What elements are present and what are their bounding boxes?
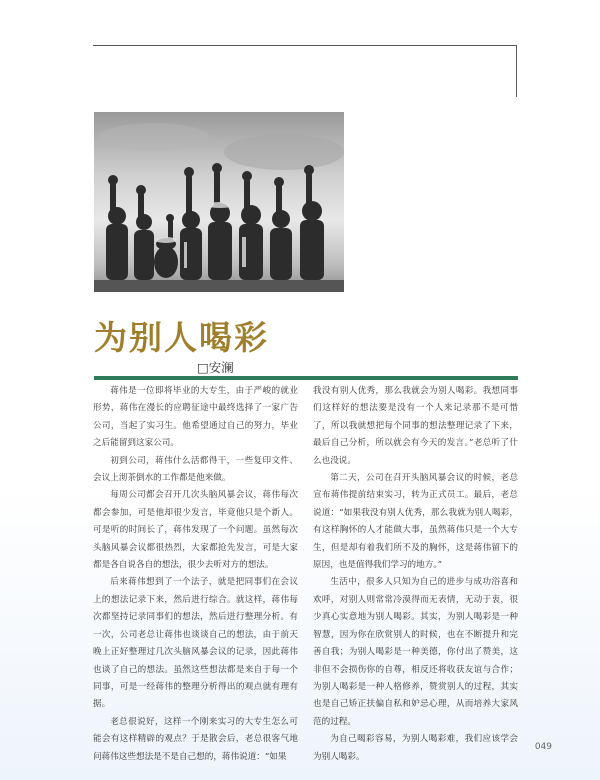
corner-rule — [516, 45, 517, 97]
paragraph: 后来蒋伟想到了一个法子，就是把同事们在会议上的想法记录下来，然后进行综合。就这样，蒋伟每次都坚持记录同事们的想法，然后进行整理分析。有一次，公司老总让蒋伟也谈谈自己的想法，由于前天晚上正好整理过几次头脑风暴会议的记录，因此蒋伟也谈了自己的想法。虽然这些想法都是来自于每一个同事，可是一经蒋伟的整理分析得出的观点就有理有据。 — [93, 577, 298, 710]
article-title: 为别人喝彩 — [94, 318, 269, 357]
paragraph: 每周公司都会召开几次头脑风暴会议，蒋伟每次都会参加，可是他却很少发言，毕竟他只是个新人。可是听的时间长了，蒋伟发现了一个问题。虽然每次头脑风暴会议都很热烈，大家都抢先发言，可是大家都是各自说各自的想法，很少去听对方的想法。 — [93, 490, 298, 571]
paragraph: 第二天，公司在召开头脑风暴会议的时候，老总宣布蒋伟提前结束实习，转为正式员工。最后，老总说道：“如果我没有别人优秀，那么我就为别人喝彩，有这样胸怀的人才能做大事，虽然蒋伟只是一个大专生，但是却有着我们所不及的胸怀，这是蒋伟留下的原因，也是值得我们学习的地方。” — [313, 473, 518, 571]
page-number: 049 — [534, 742, 552, 752]
paragraph: 老总很说好，这样一个刚来实习的大专生怎么可能会有这样精辟的观点？于是散会后，老总很客气地问蒋伟这些想法是不是自己想的，蒋伟说道：“如果 — [93, 716, 298, 762]
paragraph: 初到公司，蒋伟什么活都得干，一些复印文件、会议上沏茶倒水的工作都是他来做。 — [93, 455, 298, 484]
paragraph-continued: 我没有别人优秀，那么我就会为别人喝彩。我想同事们这样好的想法要是没有一个人来记录那不是可惜了，所以我就想把每个同事的想法整理记录了下来，最后自己分析，所以就会有今天的发言。”老总听了什么也没说。 — [313, 386, 518, 466]
right-column — [313, 383, 518, 766]
paragraph: 生活中，很多人只知为自己的进步与成功浴喜和欢呼，对别人则常常冷漠得而无表情，无动于衷，很少真心实意地为别人喝彩。其实，为别人喝彩是一种智慧，因为你在欣赏别人的时候，也在不断提升和完善自我；为别人喝彩是一种美德，你付出了赞美，这非但不会损伤你的自尊，相反还将收获友谊与合作；为别人喝彩是一种人格修养，赞赏别人的过程，其实也是自己矫正扶偏自私和妒忌心理，从而培养大家风范的过程。 — [313, 577, 518, 727]
paragraph: 为自己喝彩容易，为别人喝彩难，我们应该学会为别人喝彩。 — [313, 734, 518, 762]
left-column — [93, 383, 298, 766]
paragraph: 蒋伟是一位即将毕业的大专生，由于严峻的就业形势，蒋伟在漫长的应聘征途中最终选择了一家广告公司，当起了实习生。他希望通过自己的努力，毕业之后能留到这家公司。 — [93, 386, 298, 449]
manga-crew-illustration — [94, 112, 344, 292]
top-rule — [93, 45, 517, 46]
title-divider — [94, 376, 518, 380]
article-author: □安澜 — [197, 360, 234, 375]
